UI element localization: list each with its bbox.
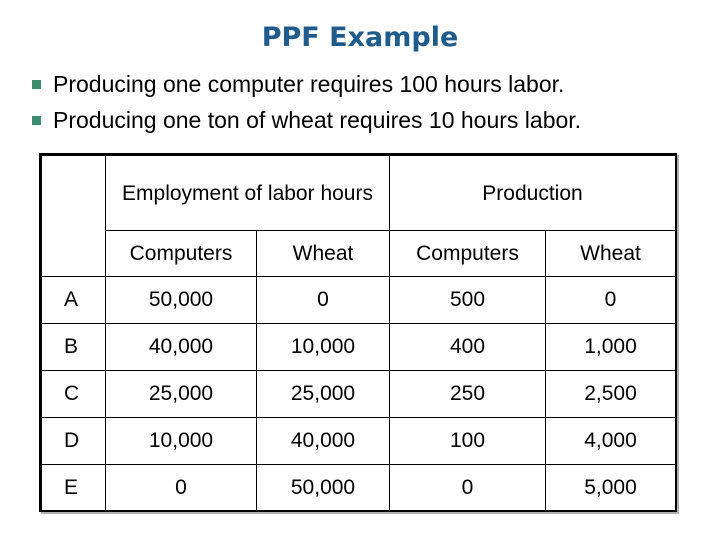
table-cell: 2,500	[546, 371, 676, 418]
row-label: C	[42, 371, 106, 418]
square-bullet-icon	[32, 80, 41, 89]
data-table-container	[39, 153, 677, 512]
table-row	[42, 324, 676, 371]
table-row	[42, 277, 676, 324]
table-cell: 25,000	[106, 371, 257, 418]
table-cell: 0	[546, 277, 676, 324]
table-cell: 250	[390, 371, 546, 418]
table-cell: 0	[257, 277, 390, 324]
column-header: Computers	[390, 231, 546, 277]
production-header: Production	[390, 156, 676, 231]
ppf-table	[41, 155, 676, 512]
column-header: Computers	[106, 231, 257, 277]
column-header: Wheat	[546, 231, 676, 277]
table-cell: 50,000	[106, 277, 257, 324]
table-cell: 400	[390, 324, 546, 371]
row-label: D	[42, 418, 106, 465]
table-row	[42, 465, 676, 512]
sub-header-row	[42, 231, 676, 277]
table-cell: 5,000	[546, 465, 676, 512]
table-cell: 10,000	[257, 324, 390, 371]
table-cell: 10,000	[106, 418, 257, 465]
bullet-text: Producing one computer requires 100 hours labor.	[53, 71, 565, 97]
bullet-item	[30, 66, 710, 102]
column-header: Wheat	[257, 231, 390, 277]
table-row	[42, 418, 676, 465]
bullet-list	[30, 66, 710, 138]
table-cell: 40,000	[257, 418, 390, 465]
corner-cell	[42, 156, 106, 277]
employment-header: Employment of labor hours	[106, 156, 390, 231]
table-cell: 1,000	[546, 324, 676, 371]
slide-title: PPF Example	[261, 22, 459, 53]
table-cell: 0	[106, 465, 257, 512]
group-header-row	[42, 156, 676, 231]
table-row	[42, 371, 676, 418]
table-cell: 25,000	[257, 371, 390, 418]
table-cell: 500	[390, 277, 546, 324]
table-cell: 50,000	[257, 465, 390, 512]
row-label: B	[42, 324, 106, 371]
table-cell: 4,000	[546, 418, 676, 465]
table-cell: 100	[390, 418, 546, 465]
table-cell: 0	[390, 465, 546, 512]
square-bullet-icon	[32, 116, 41, 125]
row-label: E	[42, 465, 106, 512]
bullet-item	[30, 102, 710, 138]
row-label: A	[42, 277, 106, 324]
bullet-text: Producing one ton of wheat requires 10 hours labor.	[53, 107, 582, 133]
table-cell: 40,000	[106, 324, 257, 371]
